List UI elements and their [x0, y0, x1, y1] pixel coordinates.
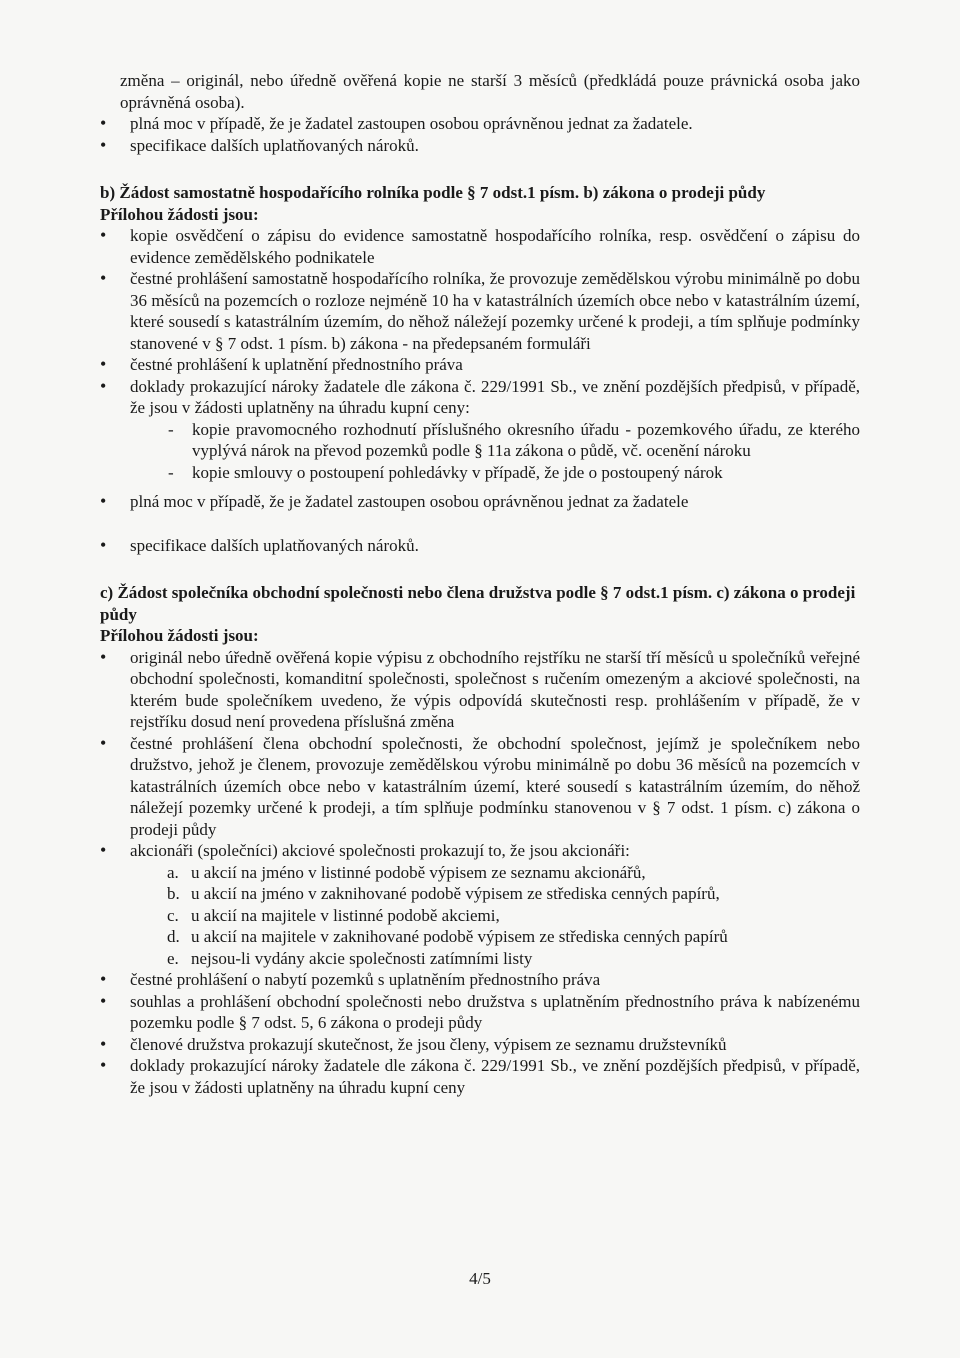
- section-b-bullet-list: [100, 225, 860, 419]
- list-item-text: u akcií na jméno v zaknihované podobě výpisem ze střediska cenných papírů,: [191, 884, 720, 903]
- list-item: • akcionáři (společníci) akciové společnosti prokazují to, že jsou akcionáři:: [100, 840, 860, 862]
- list-item: • specifikace dalších uplatňovaných nároků.: [100, 535, 860, 557]
- document-body: [100, 70, 860, 1098]
- list-item: [167, 948, 860, 970]
- list-item: [167, 905, 860, 927]
- list-item: • doklady prokazující nároky žadatele dle zákona č. 229/1991 Sb., ve znění pozdějších předpisů, v případě, že jsou v žádosti uplatněny na úhradu kupní ceny: [100, 1055, 860, 1098]
- intro-continuation: změna – originál, nebo úředně ověřená kopie ne starší 3 měsíců (předkládá pouze právnická osoba jako oprávněná osoba).: [120, 71, 860, 112]
- list-item: • doklady prokazující nároky žadatele dle zákona č. 229/1991 Sb., ve znění pozdějších předpisů, v případě, že jsou v žádosti uplatněny na úhradu kupní ceny:: [100, 376, 860, 419]
- section-b-dash-list: [100, 419, 860, 484]
- list-item-text: nejsou-li vydány akcie společnosti zatímními listy: [191, 948, 533, 968]
- section-c-bullet-list: [100, 647, 860, 862]
- list-item: • souhlas a prohlášení obchodní společnosti nebo družstva s uplatněním přednostního práva k nabízenému pozemku podle § 7 odst. 5, 6 zákona o prodeji půdy: [100, 991, 860, 1034]
- section-c-bullet-list-after: [100, 969, 860, 1098]
- list-item: - kopie pravomocného rozhodnutí příslušného okresního úřadu - pozemkového úřadu, ze kterého vyplývá nárok na převod pozemků podle § 11a zákona o půdě, vč. ocenění nároku: [168, 419, 860, 462]
- intro-bullet-list: [100, 113, 860, 156]
- list-item: • čestné prohlášení člena obchodní společnosti, že obchodní společnost, jejímž je společníkem nebo družstvo, jehož je členem, provozuje zemědělskou výrobu minimálně po dobu 36 měsíců na pozemcích v katastrálních územích obce nebo v katastrálním území, které sousedí s katastrálním územím, do něhož náležejí pozemky určené k prodeji, a tím splňuje podmínku stanovenou v § 7 odst. 1 písm. c) zákona o prodeji půdy: [100, 733, 860, 841]
- list-item: [167, 883, 860, 905]
- list-item: • kopie osvědčení o zápisu do evidence samostatně hospodařícího rolníka, resp. osvědčení o zápisu do evidence zemědělského podnikatele: [100, 225, 860, 268]
- list-marker: d.: [167, 927, 180, 946]
- list-marker: b.: [167, 884, 180, 903]
- list-item: - kopie smlouvy o postoupení pohledávky v případě, že jde o postoupený nárok: [168, 462, 860, 484]
- list-item: • čestné prohlášení o nabytí pozemků s uplatněním přednostního práva: [100, 969, 860, 991]
- section-b-bullet-list-after: [100, 491, 860, 556]
- list-marker: c.: [167, 905, 179, 925]
- list-item: • čestné prohlášení k uplatnění přednostního práva: [100, 354, 860, 376]
- list-item: • specifikace dalších uplatňovaných nároků.: [100, 135, 860, 157]
- list-item: • členové družstva prokazují skutečnost, že jsou členy, výpisem ze seznamu družstevníků: [100, 1034, 860, 1056]
- list-item: [167, 862, 860, 884]
- section-b-heading: b) Žádost samostatně hospodařícího rolníka podle § 7 odst.1 písm. b) zákona o prodeji půdy: [100, 183, 766, 202]
- list-item-text: u akcií na majitele v zaknihované podobě výpisem ze střediska cenných papírů: [191, 927, 728, 946]
- list-item: • čestné prohlášení samostatně hospodařícího rolníka, že provozuje zemědělskou výrobu minimálně po dobu 36 měsíců na pozemcích o rozloze nejméně 10 ha v katastrálních územích obce nebo v katastrálním území, které sousedí s katastrálním územím, do něhož náležejí pozemky určené k prodeji, a tím splňuje podmínky stanovené v § 7 odst. 1 písm. b) zákona - na předepsaném formuláři: [100, 268, 860, 354]
- list-marker: a.: [167, 862, 179, 882]
- list-item: • plná moc v případě, že je žadatel zastoupen osobou oprávněnou jednat za žadatele.: [100, 113, 860, 135]
- section-c-alpha-list: [100, 862, 860, 970]
- section-c-heading: c) Žádost společníka obchodní společnosti nebo člena družstva podle § 7 odst.1 písm. c) zákona o prodeji půdy: [100, 583, 856, 624]
- list-item: • plná moc v případě, že je žadatel zastoupen osobou oprávněnou jednat za žadatele: [100, 491, 860, 513]
- list-item: [167, 926, 860, 948]
- section-b-attachments-heading: Přílohou žádosti jsou:: [100, 204, 259, 224]
- list-item-text: u akcií na jméno v listinné podobě výpisem ze seznamu akcionářů,: [191, 862, 646, 882]
- page-number: 4/5: [469, 1269, 491, 1288]
- list-item-text: u akcií na majitele v listinné podobě akciemi,: [191, 905, 500, 925]
- list-item: • originál nebo úředně ověřená kopie výpisu z obchodního rejstříku ne starší tří měsíců u společníků veřejné obchodní společnosti, komanditní společnosti, společnost s ručením omezeným a akciové společnosti, na kterém bude společníkem uvedeno, že výpis odpovídá skutečnosti resp. prohlášením v případě, že v rejstříku dosud není provedena příslušná změna: [100, 647, 860, 733]
- list-marker: e.: [167, 948, 179, 968]
- section-c-attachments-heading: Přílohou žádosti jsou:: [100, 626, 259, 645]
